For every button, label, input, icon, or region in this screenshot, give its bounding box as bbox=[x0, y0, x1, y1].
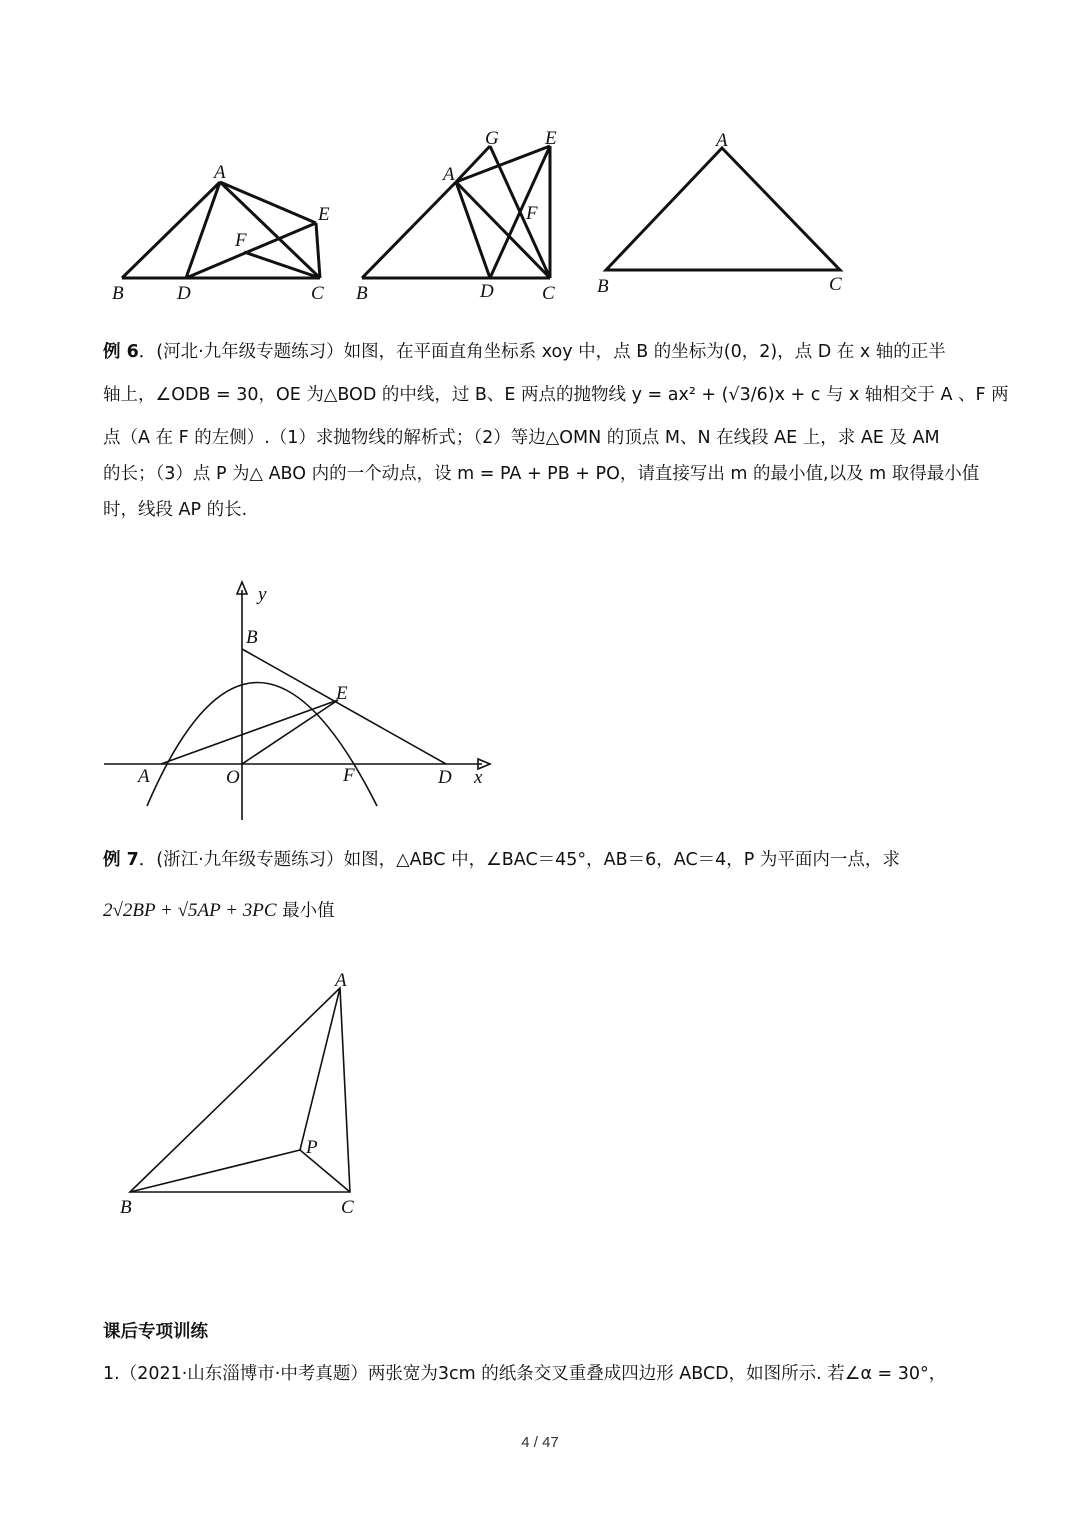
example7-suffix: 最小值 bbox=[276, 901, 335, 921]
label-left-D: D bbox=[177, 283, 191, 304]
label-middle-G: G bbox=[485, 128, 499, 149]
label-A: A bbox=[138, 766, 150, 787]
example6-line2: 轴上，∠ODB = 30，OE 为△BOD 的中线，过 B、E 两点的抛物线 y = ax² + (√3/6)x + c 与 x 轴相交于 A 、F 两 bbox=[103, 385, 1009, 405]
label-right-C: C bbox=[829, 274, 842, 295]
label-fig3-C: C bbox=[341, 1197, 354, 1218]
example6-line5: 时，线段 AP 的长. bbox=[103, 500, 248, 520]
figure-triangles-row bbox=[0, 120, 1080, 310]
label-fig3-A: A bbox=[335, 970, 347, 991]
label-F: F bbox=[343, 765, 355, 786]
example6-line3: 点（A 在 F 的左侧）.（1）求抛物线的解析式；（2）等边△OMN 的顶点 M、N 在线段 AE 上，求 AE 及 AM bbox=[103, 428, 940, 448]
label-left-F: F bbox=[235, 230, 247, 251]
example7-line2 bbox=[103, 893, 983, 929]
label-left-B: B bbox=[112, 283, 124, 304]
label-left-E: E bbox=[318, 204, 330, 225]
segment-AE bbox=[161, 700, 338, 764]
segment-OE bbox=[242, 700, 338, 764]
example6-tag: 例 6 bbox=[103, 342, 139, 362]
label-left-C: C bbox=[311, 283, 324, 304]
label-middle-D: D bbox=[480, 281, 494, 302]
label-middle-B: B bbox=[356, 283, 368, 304]
figure-right-triangle bbox=[606, 148, 840, 270]
label-fig3-B: B bbox=[120, 1197, 132, 1218]
label-x: x bbox=[474, 767, 483, 788]
label-y: y bbox=[258, 584, 267, 605]
label-middle-A: A bbox=[443, 164, 455, 185]
label-D: D bbox=[438, 767, 452, 788]
figure-triangle-P bbox=[0, 960, 400, 1220]
figure-parabola bbox=[0, 570, 520, 830]
exercise1-text bbox=[103, 1356, 983, 1392]
figure-middle-triangle bbox=[362, 146, 550, 278]
example7-formula: 2√2BP + √5AP + 3PC bbox=[103, 900, 277, 921]
label-middle-E: E bbox=[545, 128, 557, 149]
example6-line1-text: ．(河北·九年级专题练习）如图，在平面直角坐标系 xoy 中，点 B 的坐标为(0，2)，点 D 在 x 轴的正半 bbox=[138, 342, 946, 362]
example6-line1 bbox=[103, 334, 983, 370]
triangle-ABC bbox=[130, 988, 350, 1192]
exercise1-line1: 1.（2021·山东淄博市·中考真题）两张宽为3cm 的纸条交叉重叠成四边形 ABCD，如图所示. 若∠α = 30°， bbox=[103, 1364, 947, 1384]
example6-text bbox=[103, 334, 1009, 528]
segment-PA bbox=[300, 988, 340, 1150]
example7-text bbox=[103, 842, 983, 929]
example7-line1 bbox=[103, 842, 983, 878]
figure-left-triangle bbox=[122, 182, 320, 278]
label-E: E bbox=[336, 683, 348, 704]
page-number: 4 / 47 bbox=[521, 1434, 559, 1451]
example7-line1-text: ．(浙江·九年级专题练习）如图，△ABC 中，∠BAC＝45°，AB＝6，AC＝4，P 为平面内一点，求 bbox=[138, 850, 900, 870]
label-right-B: B bbox=[597, 276, 609, 297]
label-fig3-P: P bbox=[306, 1137, 318, 1158]
segment-PB bbox=[130, 1150, 300, 1192]
label-middle-C: C bbox=[542, 283, 555, 304]
label-right-A: A bbox=[716, 130, 728, 151]
label-B: B bbox=[246, 627, 258, 648]
label-left-A: A bbox=[214, 162, 226, 183]
label-middle-F: F bbox=[526, 203, 538, 224]
section-heading: 课后专项训练 bbox=[103, 1322, 208, 1342]
example7-tag: 例 7 bbox=[103, 850, 139, 870]
segment-BD bbox=[242, 649, 446, 764]
example6-line4: 的长；（3）点 P 为△ ABO 内的一个动点，设 m = PA + PB + PO，请直接写出 m 的最小值,以及 m 取得最小值 bbox=[103, 464, 980, 484]
label-O: O bbox=[226, 767, 240, 788]
